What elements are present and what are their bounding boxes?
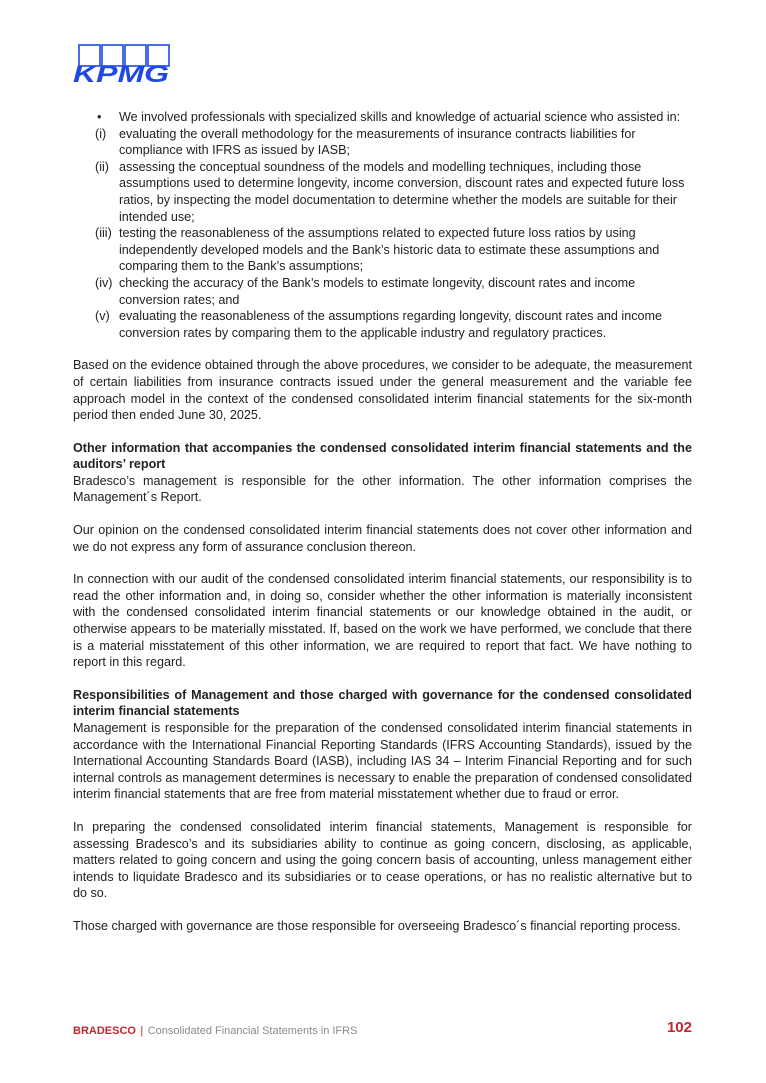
list-item [73, 225, 692, 275]
paragraph: Bradesco’s management is responsible for the other information. The other information comprises the Management´s Report. [73, 473, 692, 505]
kpmg-logo [73, 44, 173, 86]
list-item-marker: (iii) [95, 226, 112, 241]
procedures-list [73, 109, 692, 341]
list-item [73, 159, 692, 225]
list-item-marker: (ii) [95, 159, 109, 174]
footer-title: Consolidated Financial Statements in IFRS [147, 1025, 358, 1037]
responsibilities-heading: Responsibilities of Management and those charged with governance for the condensed consolidated interim financial statements [73, 687, 692, 719]
list-item [73, 109, 692, 126]
paragraph: Our opinion on the condensed consolidated interim financial statements does not cover other information and we do not express any form of assurance conclusion thereon. [73, 523, 692, 554]
page-footer [73, 1021, 692, 1039]
other-information-heading: Other information that accompanies the condensed consolidated interim financial statements and the auditors’ report [73, 440, 692, 472]
list-item-text: evaluating the overall methodology for the measurements of insurance contracts liabilities for compliance with IFRS as issued by IASB; [119, 126, 636, 158]
footer-separator: | [140, 1025, 144, 1037]
list-item-marker: (iv) [95, 275, 113, 290]
list-item-text: assessing the conceptual soundness of the models and modelling techniques, including those assumptions used to determine longevity, income conversion, discount rates and expected future loss ratios, by inspecting the model documentation to determine whether the models are suitable for their intended use; [119, 159, 685, 224]
footer-brand: BRADESCO [73, 1025, 136, 1037]
list-item-text: evaluating the reasonableness of the assumptions regarding longevity, discount rates and income conversion rates by comparing them to the applicable industry and regulatory practices. [119, 309, 663, 340]
list-item-text: We involved professionals with specialized skills and knowledge of actuarial science who assisted in: [119, 110, 681, 124]
paragraph: In preparing the condensed consolidated interim financial statements, Management is responsible for assessing Bradesco’s and its subsidiaries ability to continue as going concern, disclosing, as applicable, matters related to going concern and using the going concern basis of accounting, unless management either intends to liquidate Bradesco and its subsidiaries or to cease operations, or has no realistic alternative but to do so. [73, 819, 692, 901]
bullet-marker: • [97, 110, 102, 124]
list-item-text: checking the accuracy of the Bank’s models to estimate longevity, discount rates and income conversion rates; and [119, 275, 636, 307]
paragraph: In connection with our audit of the condensed consolidated interim financial statements, our responsibility is to read the other information and, in doing so, consider whether the other information is materially inconsistent with the condensed consolidated interim financial statements or our knowledge obtained in the audit, or otherwise appears to be materially misstated. If, based on the work we have performed, we conclude that there is a material misstatement of this other information, we are required to report that fact. We have nothing to report in this regard. [73, 572, 692, 670]
paragraph: Management is responsible for the preparation of the condensed consolidated interim financial statements in accordance with the International Financial Reporting Standards (IFRS Accounting Standards), issued by the International Accounting Standards Board (IASB), including IAS 34 – Interim Financial Reporting and for such internal controls as management determines is necessary to enable the preparation of condensed consolidated interim financial statements that are free from material misstatement whether due to fraud or error. [73, 721, 692, 802]
list-item-marker: (v) [95, 309, 110, 324]
paragraph: Those charged with governance are those responsible for overseeing Bradesco´s financial reporting process. [73, 918, 681, 933]
procedures-conclusion: Based on the evidence obtained through the above procedures, we consider to be adequate, the measurement of certain liabilities from insurance contracts issued under the general measurement and the variable fee approach model in the context of the condensed consolidated interim financial statements for the six-month period then ended June 30, 2025. [73, 358, 692, 423]
page-number: 102 [666, 1019, 692, 1036]
list-item-text: testing the reasonableness of the assumptions related to expected future loss ratios by using independently developed models and the Bank’s historic data to estimate these assumptions and comparing them to the Bank’s assumptions; [119, 226, 660, 274]
list-item [73, 308, 692, 341]
list-item [73, 275, 692, 308]
document-body [73, 109, 692, 935]
list-item-marker: (i) [95, 126, 107, 141]
list-item [73, 126, 692, 159]
kpmg-logo-text: KPMG [73, 61, 169, 86]
